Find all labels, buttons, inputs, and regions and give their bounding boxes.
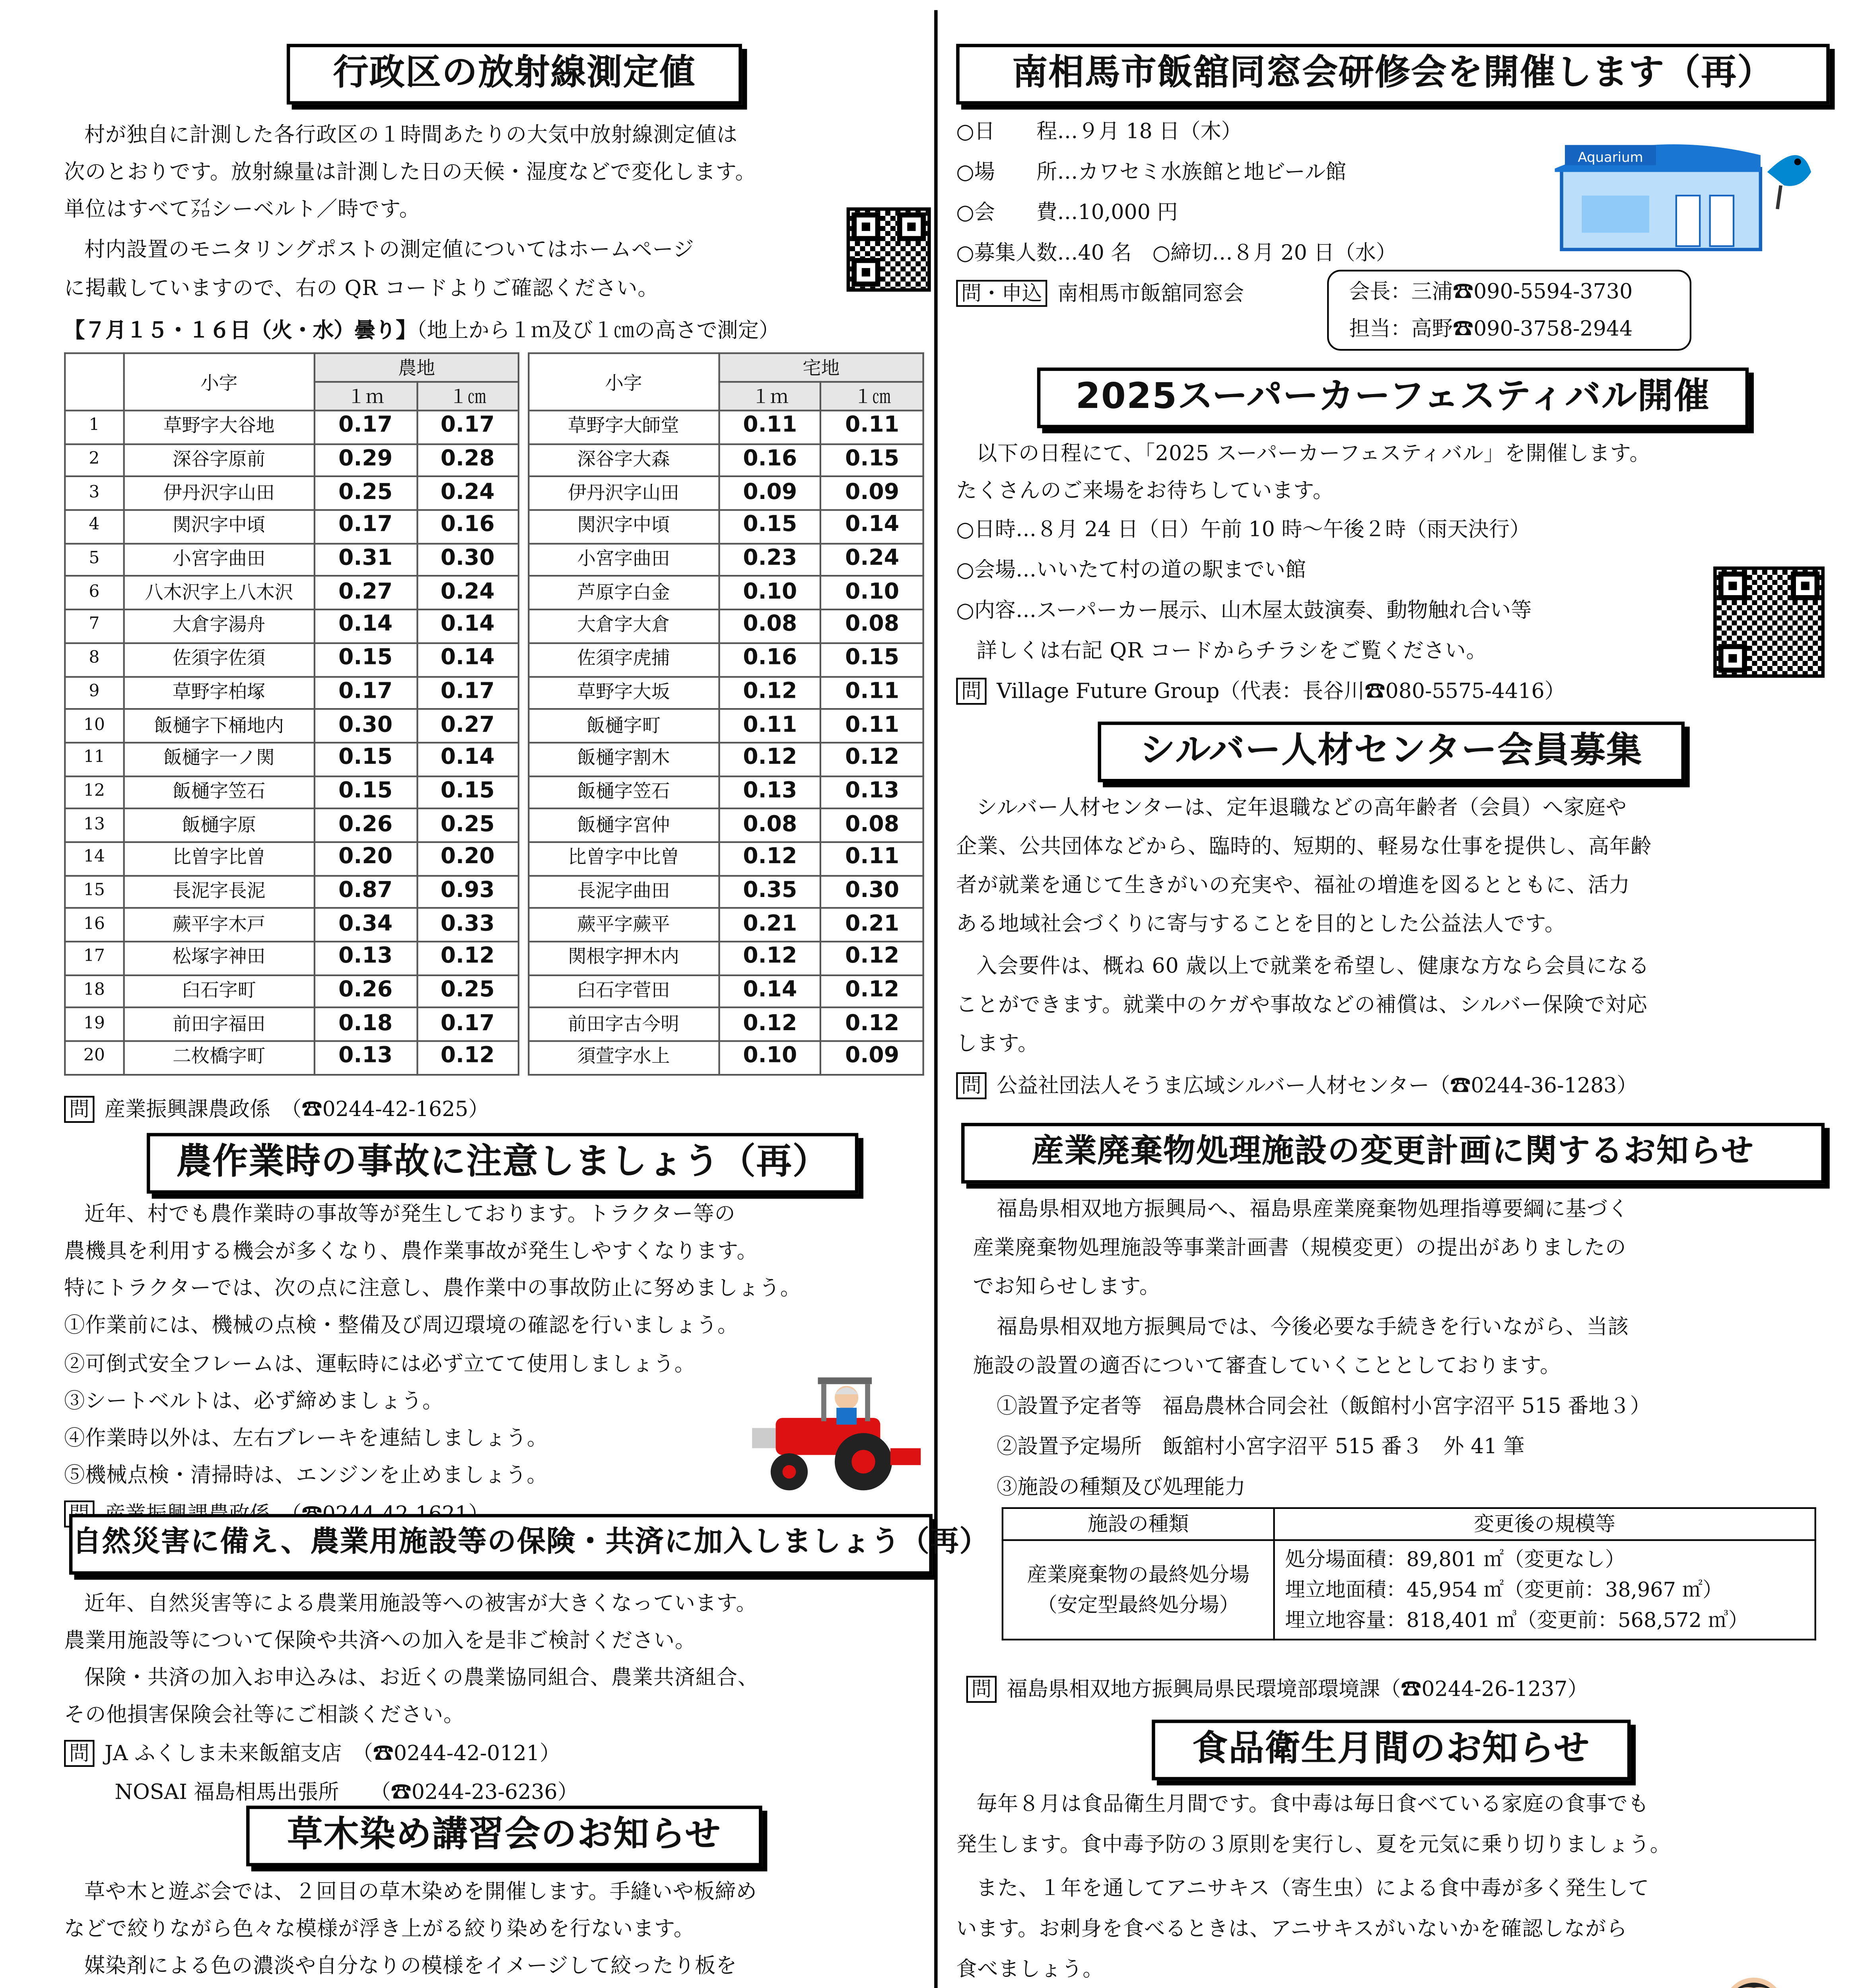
radiation-text: 次のとおりです。放射線量は計測した日の天候・湿度などで変化します。 <box>64 160 756 184</box>
farm-accident-text: 近年、村でも農作業時の事故等が発生しております。トラクター等の <box>84 1202 736 1226</box>
residential-1m-value: 0.12 <box>719 942 821 975</box>
residential-1cm-value: 0.09 <box>821 477 923 510</box>
inquiry-mark: 問 <box>64 1096 94 1123</box>
residential-1m-value: 0.14 <box>719 975 821 1008</box>
food-text: います。お刺身を食べるときは、アニサキスがいないかを確認しながら <box>956 1917 1628 1941</box>
waste-facility-type-name: 産業廃棄物の最終処分場 <box>1027 1563 1250 1587</box>
farm-koaza: 深谷字原前 <box>124 444 315 477</box>
header-1m: １ｍ <box>719 382 821 410</box>
farm-koaza: 松塚字神田 <box>124 942 315 975</box>
farm-1m-value: 0.26 <box>315 809 417 842</box>
row-gap <box>519 577 528 610</box>
waste-table-header: 変更後の規模等 <box>1274 1508 1815 1540</box>
residential-koaza: 芦原字白金 <box>528 577 719 610</box>
header-koaza: 小字 <box>124 353 315 410</box>
waste-scale-landfill-volume: 埋立地容量：818,401 ㎥（変更前：568,572 ㎥） <box>1285 1608 1749 1632</box>
residential-1cm-value: 0.09 <box>821 1041 923 1074</box>
row-gap <box>519 643 528 676</box>
radiation-text: 村内設置のモニタリングポストの測定値についてはホームページ <box>84 237 694 262</box>
waste-item: ②設置予定場所 飯舘村小宮字沼平 515 番３ 外 41 筆 <box>997 1435 1525 1458</box>
residential-koaza: 臼石字菅田 <box>528 975 719 1008</box>
radiation-row <box>65 643 923 676</box>
residential-koaza: 深谷字大森 <box>528 444 719 477</box>
food-title: 食品衛生月間のお知らせ <box>1152 1720 1631 1780</box>
silver-text: ことができます。就業中のケガや事故などの補償は、シルバー保険で対応 <box>956 993 1648 1017</box>
supercar-text: 詳しくは右記 QR コードからチラシをご覧ください。 <box>976 639 1487 663</box>
reunion-contact-box <box>1327 270 1691 351</box>
farm-1cm-value: 0.25 <box>416 975 519 1008</box>
radiation-row <box>65 975 923 1008</box>
residential-1cm-value: 0.12 <box>821 942 923 975</box>
waste-text: 福島県相双地方振興局へ、福島県産業廃棄物処理指導要綱に基づく <box>997 1197 1629 1221</box>
row-gap <box>519 1041 528 1074</box>
residential-1cm-value: 0.15 <box>821 444 923 477</box>
residential-koaza: 蕨平字蕨平 <box>528 909 719 942</box>
supercar-title: 2025スーパーカーフェスティバル開催 <box>1037 367 1749 428</box>
residential-1cm-value: 0.11 <box>821 676 923 709</box>
row-gap <box>519 444 528 477</box>
residential-1cm-value: 0.30 <box>821 875 923 908</box>
row-gap <box>519 842 528 875</box>
residential-koaza: 飯樋字町 <box>528 709 719 742</box>
insurance-text: その他損害保険会社等にご相談ください。 <box>64 1703 465 1727</box>
farm-1m-value: 0.26 <box>315 975 417 1008</box>
radiation-row <box>65 1041 923 1074</box>
row-number: 5 <box>65 543 123 576</box>
radiation-text: 村が独自に計測した各行政区の１時間あたりの大気中放射線測定値は <box>84 123 738 147</box>
residential-koaza: 草野字大坂 <box>528 676 719 709</box>
waste-text: 施設の設置の適否について審査していくこととしております。 <box>973 1353 1561 1378</box>
farm-1cm-value: 0.24 <box>416 577 519 610</box>
farm-koaza: 長泥字長泥 <box>124 875 315 908</box>
residential-1m-value: 0.09 <box>719 477 821 510</box>
inquiry-mark: 問 <box>956 678 986 705</box>
header-blank <box>65 353 123 410</box>
waste-table-header: 施設の種類 <box>1003 1508 1274 1540</box>
silver-text: ある地域社会づくりに寄与することを目的とした公益法人です。 <box>956 912 1566 936</box>
farm-1cm-value: 0.16 <box>416 510 519 543</box>
silver-text: シルバー人材センターは、定年退職などの高年齢者（会員）へ家庭や <box>976 796 1627 819</box>
residential-koaza: 飯樋字宮仲 <box>528 809 719 842</box>
waste-facility-type <box>1003 1540 1274 1640</box>
farm-koaza: 飯樋字原 <box>124 809 315 842</box>
farm-koaza: 小宮字曲田 <box>124 543 315 576</box>
residential-1cm-value: 0.11 <box>821 709 923 742</box>
residential-1m-value: 0.12 <box>719 742 821 775</box>
row-gap <box>519 411 528 444</box>
row-number: 8 <box>65 643 123 676</box>
radiation-row <box>65 942 923 975</box>
reunion-fee: ○会 費…10,000 円 <box>956 200 1178 224</box>
silver-contact-text: 公益社団法人そうま広域シルバー人材センター（☎0244-36-1283） <box>997 1074 1638 1098</box>
residential-1m-value: 0.12 <box>719 842 821 875</box>
silver-text: 企業、公共団体などから、臨時的、短期的、軽易な仕事を提供し、高年齢 <box>956 834 1652 858</box>
radiation-row <box>65 776 923 809</box>
farm-1m-value: 0.31 <box>315 543 417 576</box>
farm-1m-value: 0.15 <box>315 776 417 809</box>
waste-item: ③施設の種類及び処理能力 <box>997 1475 1246 1499</box>
radiation-row <box>65 809 923 842</box>
farm-accident-item: ⑤機械点検・清掃時は、エンジンを止めましょう。 <box>64 1463 548 1487</box>
farm-1cm-value: 0.17 <box>416 1008 519 1041</box>
residential-1m-value: 0.12 <box>719 1008 821 1041</box>
residential-1m-value: 0.11 <box>719 709 821 742</box>
residential-1m-value: 0.08 <box>719 610 821 643</box>
row-number: 1 <box>65 411 123 444</box>
insurance-text: 近年、自然災害等による農業用施設等への被害が大きくなっています。 <box>84 1591 757 1615</box>
farm-1m-value: 0.14 <box>315 610 417 643</box>
farm-accident-item: ④作業時以外は、左右ブレーキを連結しましょう。 <box>64 1426 548 1450</box>
row-number: 7 <box>65 610 123 643</box>
radiation-text: 単位はすべて㍃シーベルト／時です。 <box>64 197 420 221</box>
residential-koaza: 飯樋字笠石 <box>528 776 719 809</box>
row-number: 15 <box>65 875 123 908</box>
row-gap <box>519 742 528 775</box>
residential-1m-value: 0.15 <box>719 510 821 543</box>
row-gap <box>519 875 528 908</box>
residential-1m-value: 0.23 <box>719 543 821 576</box>
radiation-row <box>65 909 923 942</box>
radiation-row <box>65 510 923 543</box>
radiation-row <box>65 742 923 775</box>
farm-1m-value: 0.29 <box>315 444 417 477</box>
measurement-height-note: （地上から１ｍ及び１㎝の高さで測定） <box>416 318 780 342</box>
residential-1cm-value: 0.12 <box>821 1008 923 1041</box>
residential-1cm-value: 0.21 <box>821 909 923 942</box>
waste-scale-landfill-area: 埋立地面積：45,954 ㎡（変更前：38,967 ㎡） <box>1285 1578 1723 1602</box>
residential-koaza: 比曽字中比曽 <box>528 842 719 875</box>
radiation-row <box>65 1008 923 1041</box>
radiation-table <box>64 352 924 1075</box>
farm-koaza: 比曽字比曽 <box>124 842 315 875</box>
farm-1cm-value: 0.17 <box>416 411 519 444</box>
waste-scale-area: 処分場面積：89,801 ㎡（変更なし） <box>1285 1547 1625 1571</box>
reunion-contact <box>956 280 1244 307</box>
header-gap <box>519 353 528 410</box>
radiation-contact-text: 産業振興課農政係 （☎0244-42-1625） <box>104 1097 489 1121</box>
radiation-text: に掲載していますので、右の QR コードよりご確認ください。 <box>64 276 659 300</box>
radiation-row <box>65 875 923 908</box>
farm-koaza: 関沢字中頃 <box>124 510 315 543</box>
farm-1cm-value: 0.15 <box>416 776 519 809</box>
handwashing-illustration <box>1666 1964 1814 1988</box>
inquiry-mark: 問 <box>956 1072 986 1099</box>
radiation-row <box>65 477 923 510</box>
measurement-date-label: 【７月１５・１６日（火・水）曇り】 <box>64 318 417 342</box>
row-gap <box>519 477 528 510</box>
row-gap <box>519 975 528 1008</box>
row-number: 10 <box>65 709 123 742</box>
farm-koaza: 臼石字町 <box>124 975 315 1008</box>
farm-1cm-value: 0.20 <box>416 842 519 875</box>
residential-koaza: 伊丹沢字山田 <box>528 477 719 510</box>
residential-1cm-value: 0.11 <box>821 842 923 875</box>
silver-text: 入会要件は、概ね 60 歳以上で就業を希望し、健康な方なら会員になる <box>976 954 1650 978</box>
farm-koaza: 蕨平字木戸 <box>124 909 315 942</box>
row-number: 17 <box>65 942 123 975</box>
farm-1m-value: 0.17 <box>315 676 417 709</box>
farm-koaza: 飯樋字笠石 <box>124 776 315 809</box>
radiation-row <box>65 676 923 709</box>
farm-1cm-value: 0.14 <box>416 643 519 676</box>
farm-1cm-value: 0.17 <box>416 676 519 709</box>
waste-facility-scale <box>1274 1540 1815 1640</box>
header-1cm: １㎝ <box>416 382 519 410</box>
residential-1cm-value: 0.11 <box>821 411 923 444</box>
waste-item: ①設置予定者等 福島農林合同会社（飯館村小宮字沼平 515 番地３） <box>997 1394 1651 1418</box>
farm-accident-item: ②可倒式安全フレームは、運転時には必ず立てて使用しましょう。 <box>64 1352 696 1376</box>
dye-text: などで絞りながら色々な模様が浮き上がる絞り染めを行ないます。 <box>64 1917 695 1941</box>
row-gap <box>519 809 528 842</box>
row-gap <box>519 942 528 975</box>
food-text: 食べましょう。 <box>956 1957 1104 1981</box>
inquiry-mark: 問 <box>64 1740 94 1767</box>
insurance-title: 自然災害に備え、農業用施設等の保険・共済に加入しましょう（再） <box>69 1514 933 1575</box>
inquiry-mark: 問 <box>966 1676 997 1703</box>
residential-1m-value: 0.35 <box>719 875 821 908</box>
residential-koaza: 飯樋字割木 <box>528 742 719 775</box>
supercar-qr-code[interactable] <box>1713 567 1825 678</box>
farm-1m-value: 0.13 <box>315 1041 417 1074</box>
farm-1m-value: 0.27 <box>315 577 417 610</box>
farm-1cm-value: 0.30 <box>416 543 519 576</box>
waste-title: 産業廃棄物処理施設の変更計画に関するお知らせ <box>961 1123 1825 1184</box>
supercar-text: 以下の日程にて、「2025 スーパーカーフェスティバル」を開催します。 <box>976 441 1651 466</box>
radiation-qr-code[interactable] <box>847 208 931 292</box>
residential-1m-value: 0.11 <box>719 411 821 444</box>
waste-contact <box>966 1676 1588 1703</box>
farm-1cm-value: 0.14 <box>416 742 519 775</box>
farm-1cm-value: 0.28 <box>416 444 519 477</box>
aquarium-illustration <box>1548 121 1818 256</box>
tractor-illustration <box>742 1371 924 1495</box>
residential-1m-value: 0.10 <box>719 1041 821 1074</box>
header-1m: １ｍ <box>315 382 417 410</box>
farm-1cm-value: 0.25 <box>416 809 519 842</box>
residential-koaza: 須萱字水上 <box>528 1041 719 1074</box>
radiation-row <box>65 577 923 610</box>
farm-1m-value: 0.17 <box>315 411 417 444</box>
farm-1m-value: 0.17 <box>315 510 417 543</box>
row-number: 6 <box>65 577 123 610</box>
header-farm: 農地 <box>315 353 519 382</box>
dye-text: 草や木と遊ぶ会では、２回目の草木染めを開催します。手縫いや板締め <box>84 1879 757 1904</box>
farm-1m-value: 0.87 <box>315 875 417 908</box>
farm-accident-title: 農作業時の事故に注意しましょう（再） <box>147 1133 858 1194</box>
supercar-text: たくさんのご来場をお待ちしています。 <box>956 479 1334 503</box>
farm-koaza: 二枚橋字町 <box>124 1041 315 1074</box>
residential-1cm-value: 0.08 <box>821 809 923 842</box>
insurance-contact-nosai: NOSAI 福島相馬出張所 （☎0244-23-6236） <box>115 1780 578 1804</box>
measurement-date <box>64 317 779 344</box>
header-koaza: 小字 <box>528 353 719 410</box>
row-gap <box>519 776 528 809</box>
farm-koaza: 飯樋字下桶地内 <box>124 709 315 742</box>
reunion-capacity: ○募集人数…40 名 ○締切…８月 20 日（水） <box>956 241 1397 265</box>
row-gap <box>519 543 528 576</box>
radiation-row <box>65 842 923 875</box>
supercar-date: ○日時…８月 24 日（日）午前 10 時～午後２時（雨天決行） <box>956 517 1531 542</box>
waste-facility-table <box>1002 1507 1816 1640</box>
residential-koaza: 草野字大師堂 <box>528 411 719 444</box>
farm-1m-value: 0.34 <box>315 909 417 942</box>
food-text: 毎年８月は食品衛生月間です。食中毒は毎日食べている家庭の食事でも <box>976 1792 1649 1816</box>
radiation-contact <box>64 1096 489 1123</box>
residential-koaza: 小宮字曲田 <box>528 543 719 576</box>
radiation-row <box>65 444 923 477</box>
silver-title: シルバー人材センター会員募集 <box>1098 722 1685 782</box>
row-number: 18 <box>65 975 123 1008</box>
waste-contact-text: 福島県相双地方振興局県民環境部環境課（☎0244-26-1237） <box>1007 1677 1588 1701</box>
row-gap <box>519 610 528 643</box>
radiation-row <box>65 543 923 576</box>
reunion-contact-staff: 担当：高野☎090-3758-2944 <box>1349 317 1633 341</box>
residential-1cm-value: 0.10 <box>821 577 923 610</box>
header-1cm: １㎝ <box>821 382 923 410</box>
row-number: 13 <box>65 809 123 842</box>
row-number: 19 <box>65 1008 123 1041</box>
residential-1cm-value: 0.24 <box>821 543 923 576</box>
farm-1m-value: 0.15 <box>315 643 417 676</box>
residential-1cm-value: 0.12 <box>821 975 923 1008</box>
farm-accident-text: 農機具を利用する機会が多くなり、農作業事故が発生しやすくなります。 <box>64 1239 758 1263</box>
food-text: また、１年を通してアニサキス（寄生虫）による食中毒が多く発生して <box>976 1876 1650 1900</box>
row-gap <box>519 709 528 742</box>
residential-koaza: 大倉字大倉 <box>528 610 719 643</box>
residential-1cm-value: 0.08 <box>821 610 923 643</box>
supercar-place: ○会場…いいたて村の道の駅までい館 <box>956 558 1306 582</box>
reunion-org: 南相馬市飯舘同窓会 <box>1057 282 1244 305</box>
residential-1m-value: 0.10 <box>719 577 821 610</box>
residential-1cm-value: 0.14 <box>821 510 923 543</box>
farm-koaza: 伊丹沢字山田 <box>124 477 315 510</box>
waste-facility-type-sub: （安定型最終処分場） <box>1037 1593 1240 1617</box>
row-gap <box>519 1008 528 1041</box>
farm-koaza: 草野字柏塚 <box>124 676 315 709</box>
farm-1cm-value: 0.33 <box>416 909 519 942</box>
residential-1m-value: 0.21 <box>719 909 821 942</box>
supercar-contact <box>956 678 1565 705</box>
row-gap <box>519 909 528 942</box>
residential-1cm-value: 0.15 <box>821 643 923 676</box>
insurance-contact <box>64 1740 560 1767</box>
header-residential: 宅地 <box>719 353 923 382</box>
farm-1m-value: 0.18 <box>315 1008 417 1041</box>
farm-accident-item: ③シートベルトは、必ず締めましょう。 <box>64 1389 444 1413</box>
farm-koaza: 佐須字佐須 <box>124 643 315 676</box>
farm-1cm-value: 0.93 <box>416 875 519 908</box>
farm-1cm-value: 0.12 <box>416 1041 519 1074</box>
farm-accident-text: 特にトラクターでは、次の点に注意し、農作業中の事故防止に努めましょう。 <box>64 1276 801 1300</box>
farm-1cm-value: 0.12 <box>416 942 519 975</box>
row-number: 16 <box>65 909 123 942</box>
residential-koaza: 前田字古今明 <box>528 1008 719 1041</box>
farm-koaza: 大倉字湯舟 <box>124 610 315 643</box>
residential-koaza: 関沢字中頃 <box>528 510 719 543</box>
farm-1m-value: 0.20 <box>315 842 417 875</box>
farm-1cm-value: 0.24 <box>416 477 519 510</box>
farm-koaza: 草野字大谷地 <box>124 411 315 444</box>
residential-koaza: 関根字押木内 <box>528 942 719 975</box>
radiation-row <box>65 411 923 444</box>
farm-koaza: 八木沢字上八木沢 <box>124 577 315 610</box>
residential-1m-value: 0.08 <box>719 809 821 842</box>
farm-koaza: 前田字福田 <box>124 1008 315 1041</box>
row-number: 12 <box>65 776 123 809</box>
residential-1m-value: 0.16 <box>719 643 821 676</box>
row-number: 11 <box>65 742 123 775</box>
farm-1m-value: 0.13 <box>315 942 417 975</box>
residential-1m-value: 0.16 <box>719 444 821 477</box>
farm-1cm-value: 0.14 <box>416 610 519 643</box>
waste-text: でお知らせします。 <box>973 1274 1160 1299</box>
residential-1m-value: 0.13 <box>719 776 821 809</box>
farm-1m-value: 0.15 <box>315 742 417 775</box>
farm-accident-item: ①作業前には、機械の点検・整備及び周辺環境の確認を行いましょう。 <box>64 1313 739 1337</box>
reunion-title: 南相馬市飯舘同窓会研修会を開催します（再） <box>956 44 1829 105</box>
residential-koaza: 長泥字曲田 <box>528 875 719 908</box>
residential-1cm-value: 0.13 <box>821 776 923 809</box>
residential-1m-value: 0.12 <box>719 676 821 709</box>
supercar-contact-text: Village Future Group（代表：長谷川☎080-5575-4416） <box>997 679 1565 703</box>
reunion-contact-chair: 会長：三浦☎090-5594-3730 <box>1349 280 1633 304</box>
row-gap <box>519 676 528 709</box>
row-number: 14 <box>65 842 123 875</box>
silver-text: します。 <box>956 1032 1039 1056</box>
radiation-row <box>65 709 923 742</box>
reunion-place: ○場 所…カワセミ水族館と地ビール館 <box>956 160 1347 184</box>
supercar-content: ○内容…スーパーカー展示、山木屋太鼓演奏、動物触れ合い等 <box>956 598 1532 622</box>
row-number: 3 <box>65 477 123 510</box>
row-number: 2 <box>65 444 123 477</box>
radiation-row <box>65 610 923 643</box>
column-divider <box>934 10 937 1988</box>
row-gap <box>519 510 528 543</box>
aquarium-sign: Aquarium <box>1578 149 1643 165</box>
farm-1cm-value: 0.27 <box>416 709 519 742</box>
dye-title: 草木染め講習会のお知らせ <box>246 1806 762 1866</box>
silver-contact <box>956 1072 1637 1099</box>
waste-text: 産業廃棄物処理施設等事業計画書（規模変更）の提出がありましたの <box>973 1236 1627 1260</box>
row-number: 4 <box>65 510 123 543</box>
row-number: 9 <box>65 676 123 709</box>
insurance-text: 農業用施設等について保険や共済への加入を是非ご検討ください。 <box>64 1629 696 1652</box>
residential-koaza: 佐須字虎捕 <box>528 643 719 676</box>
silver-text: 者が就業を通じて生きがいの充実や、福祉の増進を図るとともに、活力 <box>956 873 1630 897</box>
insurance-text: 保険・共済の加入お申込みは、お近くの農業協同組合、農業共済組合、 <box>84 1666 759 1689</box>
inquiry-apply-mark: 問・申込 <box>956 280 1047 307</box>
farm-1m-value: 0.30 <box>315 709 417 742</box>
residential-1cm-value: 0.12 <box>821 742 923 775</box>
dye-text: 媒染剤による色の濃淡や自分なりの模様をイメージして絞ったり板を <box>84 1954 737 1978</box>
food-text: 発生します。食中毒予防の３原則を実行し、夏を元気に乗り切りましょう。 <box>956 1833 1671 1856</box>
farm-1m-value: 0.25 <box>315 477 417 510</box>
row-number: 20 <box>65 1041 123 1074</box>
farm-koaza: 飯樋字一ノ関 <box>124 742 315 775</box>
radiation-title: 行政区の放射線測定値 <box>287 44 742 105</box>
reunion-date: ○日 程…９月 18 日（木） <box>956 120 1242 144</box>
insurance-contact-ja: JA ふくしま未来飯舘支店 （☎0244-42-0121） <box>104 1741 561 1765</box>
waste-text: 福島県相双地方振興局では、今後必要な手続きを行いながら、当該 <box>997 1315 1629 1339</box>
